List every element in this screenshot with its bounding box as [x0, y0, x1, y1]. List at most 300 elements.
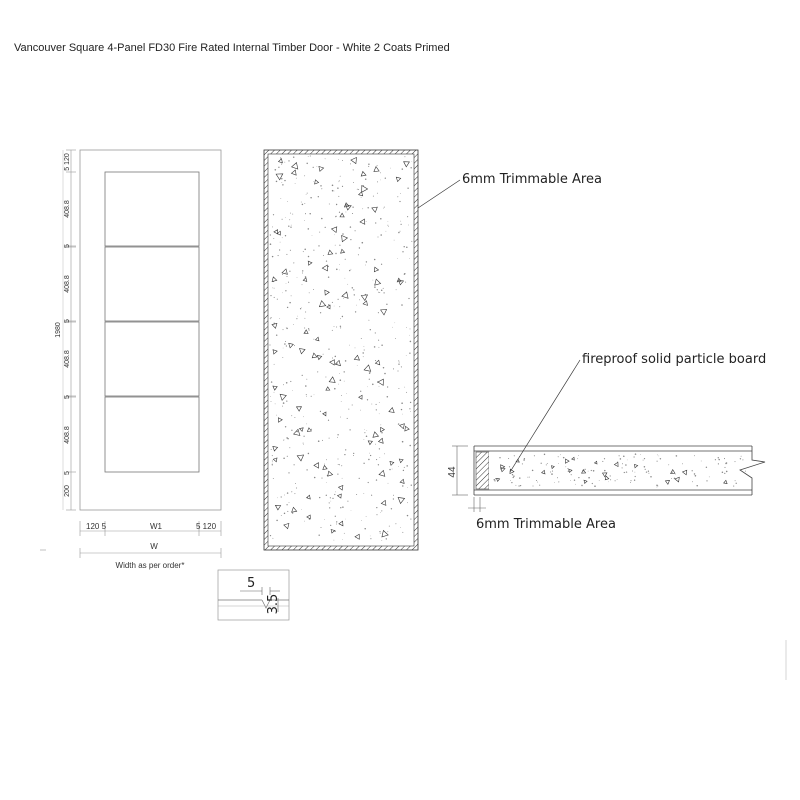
speckle-dot — [620, 458, 622, 460]
speckle-dot — [718, 463, 719, 464]
speckle-dot — [364, 432, 365, 433]
speckle-dot — [411, 241, 412, 242]
speckle-dot — [330, 501, 331, 502]
vdim-bottom: 200 — [64, 485, 71, 497]
speckle-dot — [645, 469, 646, 470]
speckle-dot — [339, 212, 340, 213]
speckle-dot — [510, 480, 511, 481]
edge-lipping — [476, 452, 489, 489]
speckle-dot — [272, 288, 273, 289]
hdim-center: W1 — [150, 522, 162, 531]
speckle-dot — [283, 329, 284, 330]
speckle-dot — [518, 485, 519, 486]
speckle-dot — [365, 178, 366, 179]
speckle-dot — [380, 512, 381, 513]
speckle-dot — [342, 186, 343, 187]
speckle-dot — [335, 245, 336, 246]
speckle-dot — [288, 282, 289, 283]
speckle-dot — [361, 338, 362, 339]
speckle-dot — [345, 212, 346, 213]
panel-4 — [105, 397, 199, 472]
speckle-dot — [634, 456, 635, 457]
speckle-dot — [281, 182, 282, 183]
speckle-dot — [367, 207, 368, 208]
speckle-dot — [369, 373, 370, 374]
speckle-dot — [335, 356, 337, 358]
speckle-dot — [514, 455, 515, 456]
speckle-dot — [284, 513, 285, 514]
speckle-dot — [314, 394, 315, 395]
speckle-dot — [284, 180, 285, 181]
speckle-dot — [344, 381, 345, 382]
speckle-dot — [376, 404, 377, 405]
speckle-dot — [354, 294, 355, 295]
speckle-dot — [322, 440, 323, 441]
speckle-dot — [622, 467, 623, 468]
speckle-dot — [272, 460, 273, 461]
speckle-dot — [284, 162, 285, 163]
speckle-dot — [364, 349, 365, 350]
vdim-panel-3: 408.8 — [64, 350, 71, 368]
speckle-dot — [733, 486, 734, 487]
speckle-dot — [296, 318, 297, 319]
speckle-dot — [386, 538, 387, 539]
speckle-dot — [381, 540, 382, 541]
speckle-dot — [400, 527, 401, 528]
speckle-dot — [381, 432, 382, 433]
speckle-dot — [591, 470, 592, 471]
speckle-dot — [312, 235, 313, 236]
door-outline — [80, 150, 221, 510]
width-note: Width as per order* — [115, 561, 185, 570]
vdim-rail-2: 5 — [64, 319, 71, 323]
speckle-dot — [401, 224, 402, 225]
board-callout: fireproof solid particle board — [582, 352, 767, 367]
speckle-dot — [329, 507, 330, 508]
speckle-dot — [367, 399, 368, 400]
speckle-dot — [281, 164, 282, 165]
speckle-dot — [610, 475, 611, 476]
speckle-dot — [594, 485, 596, 487]
speckle-dot — [557, 477, 558, 478]
speckle-dot — [334, 388, 336, 390]
speckle-dot — [283, 402, 285, 404]
speckle-dot — [272, 464, 273, 465]
groove-detail — [218, 570, 289, 620]
speckle-dot — [308, 453, 309, 454]
speckle-dot — [339, 264, 340, 265]
speckle-dot — [398, 466, 399, 467]
speckle-dot — [726, 471, 728, 473]
speckle-dot — [306, 469, 307, 470]
speckle-dot — [400, 221, 401, 222]
speckle-dot — [301, 509, 302, 510]
speckle-dot — [335, 253, 336, 254]
speckle-dot — [283, 348, 284, 349]
speckle-dot — [286, 345, 287, 346]
speckle-dot — [610, 479, 611, 480]
speckle-dot — [334, 306, 335, 307]
speckle-dot — [326, 459, 327, 460]
speckle-dot — [735, 480, 736, 481]
speckle-dot — [574, 480, 575, 481]
speckle-dot — [648, 473, 649, 474]
speckle-dot — [619, 455, 620, 456]
speckle-dot — [398, 388, 399, 389]
speckle-dot — [323, 354, 324, 355]
speckle-dot — [499, 457, 500, 458]
speckle-dot — [295, 483, 296, 484]
speckle-dot — [308, 302, 309, 303]
speckle-dot — [307, 193, 308, 194]
speckle-dot — [675, 474, 676, 475]
speckle-dot — [527, 477, 528, 478]
speckle-dot — [740, 458, 741, 459]
speckle-dot — [308, 156, 309, 157]
speckle-dot — [701, 461, 702, 462]
speckle-dot — [351, 269, 352, 270]
speckle-dot — [338, 196, 339, 197]
speckle-dot — [644, 466, 646, 468]
speckle-dot — [279, 318, 280, 319]
speckle-dot — [291, 295, 292, 296]
speckle-dot — [602, 461, 603, 462]
speckle-dot — [356, 305, 357, 306]
speckle-dot — [399, 362, 400, 363]
speckle-dot — [389, 469, 390, 470]
speckle-dot — [324, 464, 325, 465]
speckle-dot — [523, 459, 525, 461]
speckle-dot — [626, 471, 627, 472]
speckle-dot — [361, 197, 362, 198]
speckle-dot — [336, 269, 338, 271]
speckle-dot — [286, 504, 287, 505]
speckle-dot — [511, 482, 512, 483]
speckle-dot — [280, 198, 281, 199]
speckle-dot — [297, 316, 298, 317]
speckle-dot — [371, 404, 372, 405]
speckle-dot — [558, 456, 559, 457]
vdim-panel-4: 408.8 — [64, 426, 71, 444]
speckle-dot — [310, 155, 311, 156]
speckle-dot — [400, 231, 401, 232]
speckle-dot — [313, 250, 314, 251]
speckle-dot — [359, 478, 360, 479]
speckle-dot — [287, 511, 288, 512]
speckle-dot — [272, 463, 273, 464]
speckle-dot — [287, 456, 288, 457]
speckle-dot — [563, 457, 565, 459]
speckle-dot — [513, 477, 514, 478]
speckle-dot — [742, 459, 743, 460]
speckle-dot — [289, 502, 290, 503]
speckle-dot — [378, 237, 379, 238]
speckle-dot — [303, 436, 304, 437]
speckle-dot — [336, 216, 337, 217]
speckle-dot — [745, 471, 746, 472]
panel-1 — [105, 172, 199, 246]
speckle-dot — [404, 467, 405, 468]
speckle-dot — [377, 193, 378, 194]
speckle-dot — [532, 470, 534, 472]
speckle-dot — [306, 396, 307, 397]
speckle-dot — [363, 463, 364, 464]
speckle-dot — [300, 308, 301, 309]
speckle-dot — [410, 167, 411, 168]
speckle-dot — [338, 181, 339, 182]
speckle-dot — [306, 379, 307, 380]
speckle-dot — [310, 197, 311, 198]
speckle-dot — [292, 214, 293, 215]
speckle-dot — [321, 527, 322, 528]
speckle-dot — [285, 426, 286, 427]
speckle-dot — [289, 219, 290, 220]
speckle-dot — [282, 237, 283, 238]
speckle-dot — [320, 411, 321, 412]
speckle-dot — [337, 187, 339, 189]
speckle-dot — [293, 324, 294, 325]
speckle-dot — [392, 469, 393, 470]
speckle-dot — [371, 495, 372, 496]
speckle-dot — [552, 471, 553, 472]
speckle-dot — [387, 531, 388, 532]
speckle-dot — [289, 302, 291, 304]
trim-callout: 6mm Trimmable Area — [462, 172, 602, 187]
speckle-dot — [630, 482, 631, 483]
thickness-dim: 44 — [447, 466, 458, 478]
speckle-dot — [341, 465, 342, 466]
speckle-dot — [313, 289, 314, 290]
speckle-dot — [398, 232, 400, 234]
speckle-dot — [386, 231, 387, 232]
speckle-dot — [384, 373, 386, 375]
speckle-dot — [404, 274, 405, 275]
speckle-dot — [282, 274, 283, 275]
speckle-dot — [578, 455, 579, 456]
speckle-dot — [648, 471, 649, 472]
speckle-dot — [380, 172, 381, 173]
speckle-dot — [291, 491, 292, 492]
speckle-dot — [357, 189, 358, 190]
speckle-dot — [289, 447, 290, 448]
speckle-dot — [319, 232, 320, 233]
speckle-dot — [533, 486, 534, 487]
speckle-dot — [282, 357, 283, 358]
speckle-dot — [276, 334, 277, 335]
speckle-dot — [293, 262, 294, 263]
speckle-dot — [369, 379, 370, 380]
speckle-dot — [368, 482, 369, 483]
speckle-dot — [332, 498, 333, 499]
speckle-dot — [325, 377, 326, 378]
speckle-dot — [386, 304, 387, 305]
speckle-dot — [544, 454, 545, 455]
speckle-dot — [305, 213, 306, 214]
speckle-dot — [366, 430, 367, 431]
speckle-dot — [352, 207, 353, 208]
speckle-dot — [406, 465, 408, 467]
speckle-dot — [368, 166, 369, 167]
speckle-dot — [592, 483, 593, 484]
speckle-dot — [377, 289, 378, 290]
speckle-dot — [332, 185, 334, 187]
speckle-dot — [387, 386, 388, 387]
speckle-dot — [329, 438, 330, 439]
speckle-dot — [276, 181, 278, 183]
speckle-dot — [388, 226, 389, 227]
speckle-dot — [643, 460, 644, 461]
speckle-dot — [406, 327, 407, 328]
speckle-dot — [280, 242, 281, 243]
speckle-dot — [409, 408, 410, 409]
speckle-dot — [326, 495, 327, 496]
speckle-dot — [350, 239, 351, 240]
speckle-dot — [281, 496, 282, 497]
speckle-dot — [342, 316, 343, 317]
speckle-dot — [409, 445, 411, 447]
speckle-dot — [274, 297, 275, 298]
speckle-dot — [287, 307, 288, 308]
speckle-dot — [724, 458, 725, 459]
speckle-dot — [318, 196, 319, 197]
speckle-dot — [352, 213, 353, 214]
speckle-dot — [288, 226, 289, 227]
speckle-dot — [321, 478, 322, 479]
speckle-dot — [340, 176, 341, 177]
speckle-dot — [336, 204, 337, 205]
speckle-dot — [270, 243, 272, 245]
speckle-dot — [358, 254, 359, 255]
speckle-dot — [273, 214, 274, 215]
speckle-dot — [274, 288, 275, 289]
speckle-dot — [277, 299, 278, 300]
speckle-dot — [380, 533, 381, 534]
speckle-dot — [393, 495, 394, 496]
speckle-dot — [278, 255, 279, 256]
speckle-dot — [341, 395, 342, 396]
speckle-dot — [349, 429, 350, 430]
speckle-dot — [338, 159, 339, 160]
speckle-dot — [393, 368, 394, 369]
speckle-dot — [520, 485, 521, 486]
speckle-dot — [347, 501, 348, 502]
speckle-dot — [692, 481, 693, 482]
speckle-dot — [734, 461, 735, 462]
speckle-dot — [724, 473, 725, 474]
speckle-dot — [513, 475, 515, 477]
speckle-dot — [366, 516, 367, 517]
speckle-dot — [581, 485, 582, 486]
speckle-dot — [657, 455, 658, 456]
speckle-dot — [339, 373, 340, 374]
speckle-dot — [715, 459, 716, 460]
speckle-dot — [384, 453, 385, 454]
speckle-dot — [318, 534, 319, 535]
speckle-dot — [338, 384, 339, 385]
speckle-dot — [270, 396, 271, 397]
speckle-dot — [634, 480, 635, 481]
speckle-dot — [308, 228, 310, 230]
speckle-dot — [294, 417, 295, 418]
speckle-dot — [599, 480, 600, 481]
speckle-dot — [378, 312, 379, 313]
speckle-dot — [640, 454, 641, 455]
speckle-dot — [370, 536, 371, 537]
speckle-dot — [407, 187, 408, 188]
speckle-dot — [694, 455, 695, 456]
speckle-dot — [725, 463, 726, 464]
speckle-dot — [282, 219, 283, 220]
speckle-dot — [352, 287, 353, 288]
speckle-dot — [627, 460, 628, 461]
speckle-dot — [495, 478, 496, 479]
speckle-dot — [617, 461, 618, 462]
speckle-dot — [656, 484, 658, 486]
drawing-title: Vancouver Square 4-Panel FD30 Fire Rated Internal Timber Door - White 2 Coats Primed — [14, 42, 450, 54]
speckle-dot — [332, 330, 333, 331]
speckle-dot — [401, 304, 403, 306]
speckle-dot — [301, 202, 302, 203]
speckle-dot — [375, 444, 376, 445]
speckle-dot — [270, 234, 271, 235]
speckle-dot — [396, 289, 397, 290]
speckle-dot — [317, 371, 318, 372]
speckle-dot — [644, 458, 645, 459]
speckle-dot — [402, 168, 403, 169]
speckle-dot — [285, 235, 286, 236]
speckle-dot — [332, 302, 333, 303]
speckle-dot — [302, 270, 303, 271]
speckle-dot — [646, 471, 647, 472]
speckle-dot — [308, 328, 309, 329]
vdim-rail-3: 5 — [64, 395, 71, 399]
speckle-dot — [313, 181, 314, 182]
speckle-dot — [409, 335, 410, 336]
speckle-dot — [292, 390, 293, 391]
speckle-dot — [290, 381, 291, 382]
speckle-dot — [301, 307, 302, 308]
speckle-dot — [325, 158, 326, 159]
speckle-dot — [624, 472, 625, 473]
speckle-dot — [283, 384, 284, 385]
speckle-dot — [406, 247, 408, 249]
speckle-dot — [381, 345, 382, 346]
speckle-dot — [374, 286, 376, 288]
speckle-dot — [625, 464, 627, 466]
speckle-dot — [328, 420, 329, 421]
speckle-dot — [632, 470, 633, 471]
speckle-dot — [722, 472, 724, 474]
speckle-dot — [378, 347, 379, 348]
speckle-dot — [342, 478, 343, 479]
speckle-dot — [376, 479, 377, 480]
speckle-dot — [387, 396, 389, 398]
speckle-dot — [358, 189, 359, 190]
speckle-dot — [270, 295, 271, 296]
speckle-dot — [304, 327, 305, 328]
speckle-dot — [355, 348, 356, 349]
speckle-dot — [290, 250, 291, 251]
speckle-dot — [682, 463, 683, 464]
hdim-right: 5 120 — [196, 522, 217, 531]
speckle-dot — [344, 533, 345, 534]
speckle-dot — [281, 515, 282, 516]
speckle-dot — [279, 249, 280, 250]
speckle-dot — [276, 520, 278, 522]
speckle-dot — [366, 261, 367, 262]
speckle-dot — [378, 464, 379, 465]
speckle-dot — [353, 455, 354, 456]
